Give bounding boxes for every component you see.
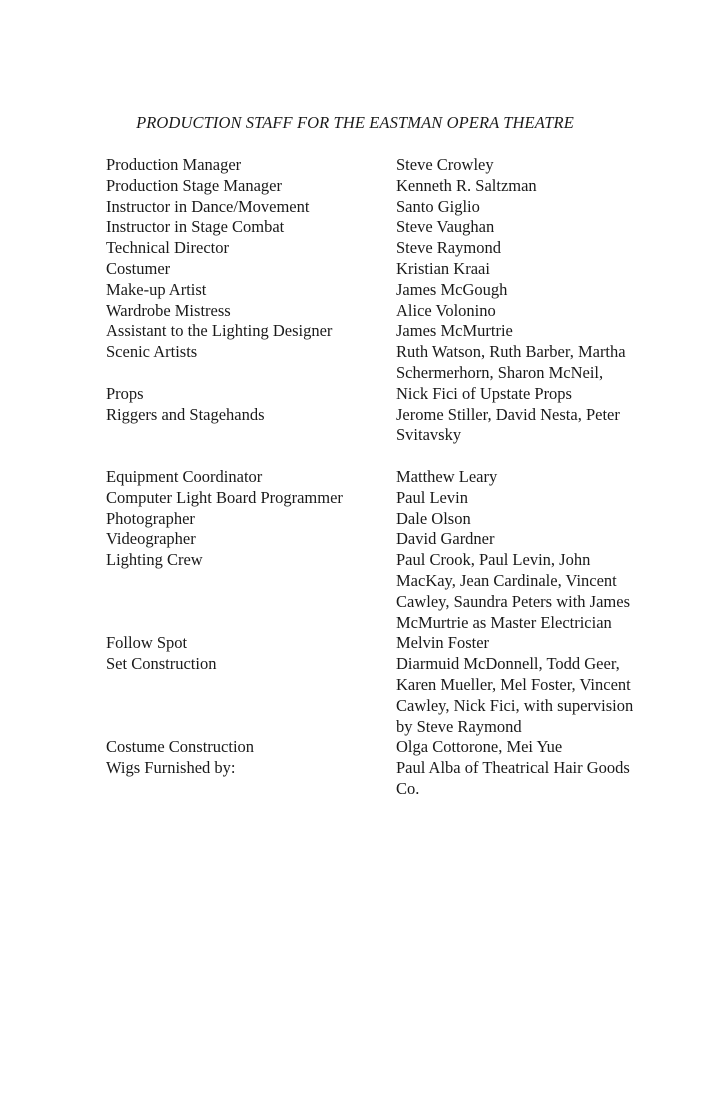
staff-row bbox=[106, 654, 686, 737]
staff-names bbox=[396, 342, 666, 384]
staff-names bbox=[396, 321, 666, 342]
staff-row bbox=[106, 384, 686, 405]
staff-names bbox=[396, 737, 666, 758]
staff-names bbox=[396, 217, 666, 238]
staff-name-line: Paul Alba of Theatrical Hair Goods bbox=[396, 758, 630, 778]
staff-names bbox=[396, 654, 666, 737]
staff-role: Instructor in Dance/Movement bbox=[106, 196, 310, 216]
staff-role: Computer Light Board Programmer bbox=[106, 487, 343, 507]
staff-role: Costumer bbox=[106, 258, 171, 278]
staff-row bbox=[106, 238, 686, 259]
staff-row bbox=[106, 529, 686, 550]
staff-row bbox=[106, 280, 686, 301]
staff-name-line: Paul Levin bbox=[396, 487, 468, 507]
staff-name-line: James McGough bbox=[396, 279, 508, 299]
staff-name-line: McMurtrie as Master Electrician bbox=[396, 612, 612, 632]
staff-name-line: Diarmuid McDonnell, Todd Geer, bbox=[396, 654, 620, 674]
staff-row bbox=[106, 737, 686, 758]
staff-row bbox=[106, 321, 686, 342]
staff-name-line: Karen Mueller, Mel Foster, Vincent bbox=[396, 674, 631, 694]
staff-names bbox=[396, 259, 666, 280]
staff-role: Lighting Crew bbox=[106, 550, 203, 570]
staff-name-line: MacKay, Jean Cardinale, Vincent bbox=[396, 570, 617, 590]
staff-names bbox=[396, 405, 666, 447]
staff-list bbox=[106, 155, 686, 800]
staff-row bbox=[106, 217, 686, 238]
staff-role: Production Stage Manager bbox=[106, 175, 282, 195]
staff-row bbox=[106, 197, 686, 218]
staff-names bbox=[396, 176, 666, 197]
staff-row bbox=[106, 155, 686, 176]
staff-row bbox=[106, 633, 686, 654]
staff-names bbox=[396, 758, 666, 800]
staff-names bbox=[396, 155, 666, 176]
staff-name-line: Paul Crook, Paul Levin, John bbox=[396, 550, 591, 570]
staff-name-line: Steve Vaughan bbox=[396, 217, 495, 237]
staff-row bbox=[106, 467, 686, 488]
staff-role: Videographer bbox=[106, 529, 196, 549]
staff-name-line: Kenneth R. Saltzman bbox=[396, 175, 537, 195]
staff-row bbox=[106, 758, 686, 800]
staff-name-line: Schermerhorn, Sharon McNeil, bbox=[396, 362, 604, 382]
staff-name-line: James McMurtrie bbox=[396, 321, 513, 341]
staff-role: Props bbox=[106, 383, 144, 403]
staff-role: Assistant to the Lighting Designer bbox=[106, 321, 333, 341]
staff-name-line: by Steve Raymond bbox=[396, 716, 522, 736]
staff-role: Riggers and Stagehands bbox=[106, 404, 265, 424]
staff-role: Follow Spot bbox=[106, 633, 188, 653]
staff-names bbox=[396, 280, 666, 301]
staff-names bbox=[396, 301, 666, 322]
staff-row bbox=[106, 342, 686, 384]
staff-names bbox=[396, 529, 666, 550]
staff-name-line: Ruth Watson, Ruth Barber, Martha bbox=[396, 342, 626, 362]
staff-names bbox=[396, 197, 666, 218]
staff-name-line: Steve Raymond bbox=[396, 238, 501, 258]
staff-name-line: Melvin Foster bbox=[396, 633, 490, 653]
staff-role: Technical Director bbox=[106, 238, 229, 258]
staff-name-line: Dale Olson bbox=[396, 508, 471, 528]
staff-name-line: David Gardner bbox=[396, 529, 495, 549]
staff-role: Equipment Coordinator bbox=[106, 466, 263, 486]
staff-name-line: Matthew Leary bbox=[396, 466, 498, 486]
staff-row bbox=[106, 488, 686, 509]
staff-name-line: Steve Crowley bbox=[396, 155, 494, 174]
staff-role: Instructor in Stage Combat bbox=[106, 217, 285, 237]
staff-names bbox=[396, 467, 666, 488]
staff-role: Costume Construction bbox=[106, 737, 255, 757]
page-title: PRODUCTION STAFF FOR THE EASTMAN OPERA THEATRE bbox=[136, 113, 574, 132]
staff-role: Wigs Furnished by: bbox=[106, 758, 236, 778]
staff-role: Photographer bbox=[106, 508, 195, 528]
staff-names bbox=[396, 550, 666, 633]
staff-name-line: Co. bbox=[396, 778, 420, 798]
staff-role: Make-up Artist bbox=[106, 279, 207, 299]
staff-names bbox=[396, 509, 666, 530]
staff-name-line: Svitavsky bbox=[396, 425, 462, 445]
staff-name-line: Cawley, Saundra Peters with James bbox=[396, 591, 631, 611]
staff-name-line: Olga Cottorone, Mei Yue bbox=[396, 737, 563, 757]
staff-row bbox=[106, 509, 686, 530]
staff-name-line: Alice Volonino bbox=[396, 300, 496, 320]
staff-names bbox=[396, 238, 666, 259]
staff-row bbox=[106, 301, 686, 322]
staff-row bbox=[106, 259, 686, 280]
staff-names bbox=[396, 633, 666, 654]
staff-role: Set Construction bbox=[106, 654, 217, 674]
staff-role: Production Manager bbox=[106, 155, 242, 174]
staff-row bbox=[106, 550, 686, 633]
staff-role: Wardrobe Mistress bbox=[106, 300, 231, 320]
staff-name-line: Santo Giglio bbox=[396, 196, 480, 216]
staff-name-line: Kristian Kraai bbox=[396, 258, 490, 278]
spacer bbox=[106, 446, 686, 467]
staff-names bbox=[396, 488, 666, 509]
staff-row bbox=[106, 176, 686, 197]
staff-name-line: Jerome Stiller, David Nesta, Peter bbox=[396, 404, 620, 424]
staff-names bbox=[396, 384, 666, 405]
staff-role: Scenic Artists bbox=[106, 342, 198, 362]
staff-row bbox=[106, 405, 686, 447]
staff-name-line: Cawley, Nick Fici, with supervision bbox=[396, 695, 634, 715]
staff-name-line: Nick Fici of Upstate Props bbox=[396, 383, 572, 403]
